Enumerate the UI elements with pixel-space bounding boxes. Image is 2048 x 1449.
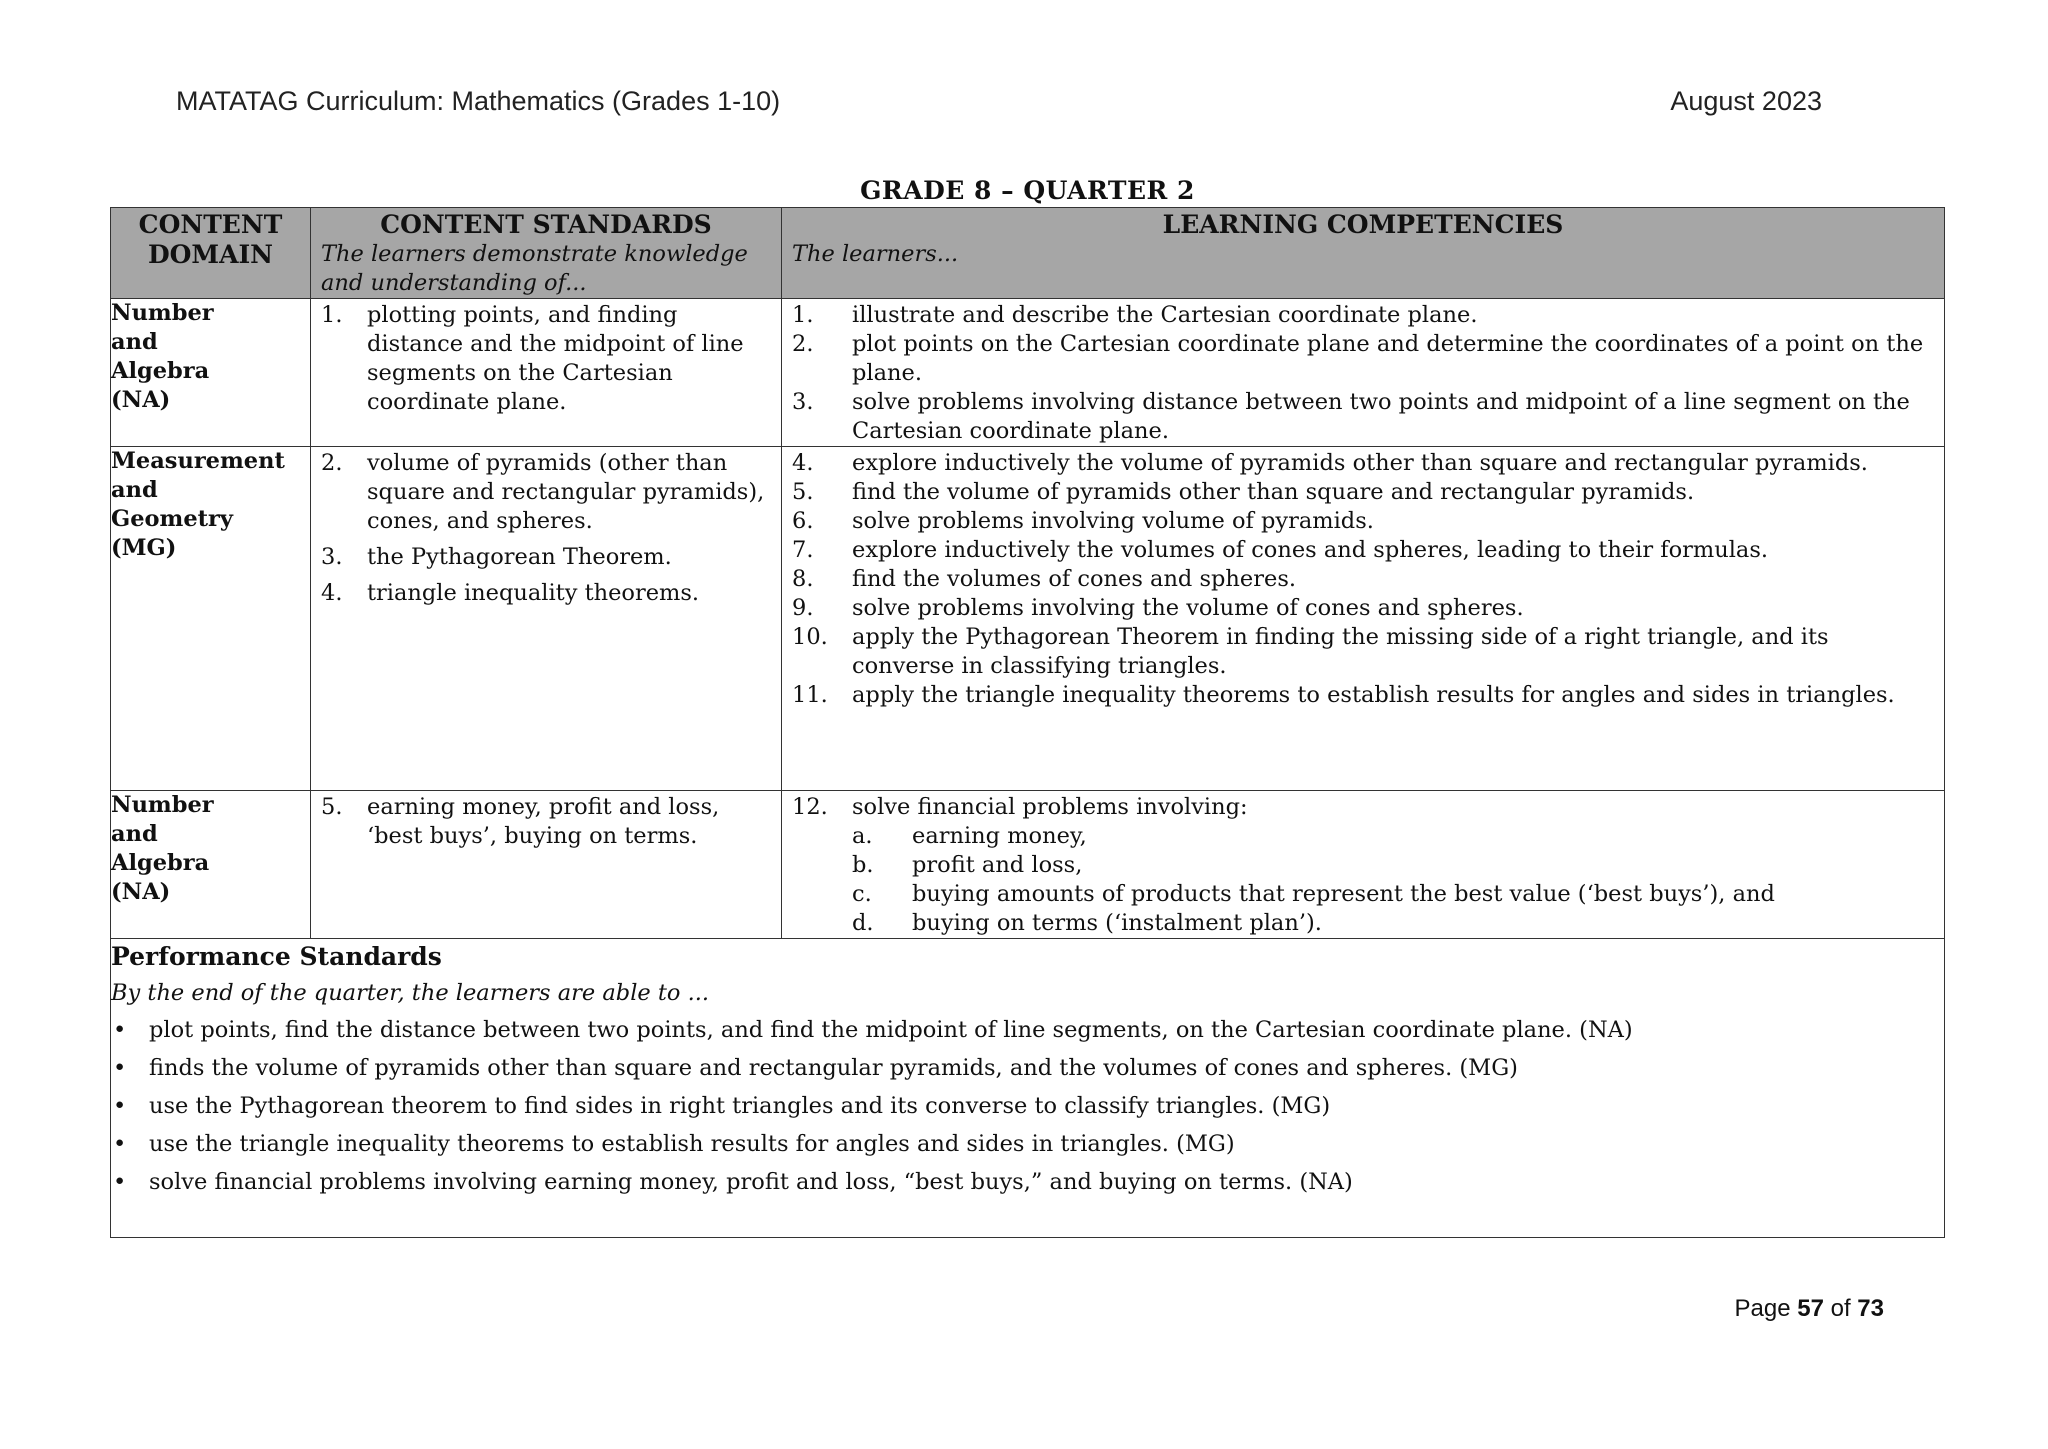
item-text: explore inductively the volume of pyramids other than square and rectangular pyramids.: [852, 450, 1868, 476]
item-text: illustrate and describe the Cartesian coordinate plane.: [852, 302, 1478, 328]
sub-list-item: [852, 909, 1934, 938]
learning-competencies-cell: [782, 791, 1945, 939]
list-item: [321, 579, 771, 608]
sub-list: [852, 822, 1934, 938]
item-text: apply the Pythagorean Theorem in finding the missing side of a right triangle, and its converse in classifying triangles.: [852, 624, 1829, 679]
item-text: solve problems involving volume of pyramids.: [852, 508, 1374, 534]
item-number: 7.: [792, 537, 814, 563]
list-item: [111, 1011, 1944, 1049]
item-text: find the volumes of cones and spheres.: [852, 566, 1297, 592]
sub-item-letter: c.: [852, 881, 872, 907]
list-item: [792, 536, 1934, 565]
sub-item-text: buying on terms (‘instalment plan’).: [912, 910, 1322, 936]
header-competencies-subtitle: The learners...: [792, 241, 959, 267]
performance-standards-list: [111, 1011, 1944, 1201]
item-number: 12.: [792, 794, 828, 820]
header-standards-title: CONTENT STANDARDS: [380, 210, 712, 239]
item-number: 3.: [321, 544, 343, 570]
bullet-icon: •: [113, 1055, 127, 1081]
item-text: volume of pyramids (other than square and rectangular pyramids), cones, and spheres.: [367, 450, 765, 534]
domain-line: Measurement: [111, 448, 285, 474]
table-header-row: [111, 208, 1945, 299]
item-text: solve financial problems involving earning money, profit and loss, “best buys,” and buying on terms. (NA): [149, 1169, 1353, 1195]
sub-item-text: profit and loss,: [912, 852, 1083, 878]
item-number: 1.: [792, 302, 814, 328]
page-current: 57: [1797, 1295, 1824, 1322]
item-number: 2.: [321, 450, 343, 476]
sub-item-letter: b.: [852, 852, 874, 878]
list-item: [792, 681, 1934, 710]
header-learning-competencies: [782, 208, 1945, 299]
sub-item-text: earning money,: [912, 823, 1087, 849]
list-item: [111, 1049, 1944, 1087]
item-text: solve problems involving distance between two points and midpoint of a line segment on the Cartesian coordinate plane.: [852, 389, 1910, 444]
item-number: 11.: [792, 682, 828, 708]
domain-line: (MG): [111, 535, 177, 561]
content-domain-cell: [111, 299, 311, 447]
performance-standards-row: [111, 939, 1945, 1238]
domain-line: Algebra: [111, 850, 210, 876]
item-text: the Pythagorean Theorem.: [367, 544, 672, 570]
list-item: [792, 330, 1934, 388]
domain-line: and: [111, 821, 158, 847]
list-item: [111, 1087, 1944, 1125]
list-item: [111, 1125, 1944, 1163]
header-content-standards: [311, 208, 782, 299]
grade-quarter-title: GRADE 8 – QUARTER 2: [860, 176, 1195, 205]
domain-line: (NA): [111, 879, 171, 905]
item-text: earning money, profit and loss, ‘best buys’, buying on terms.: [367, 794, 720, 849]
header-domain-line2: DOMAIN: [147, 240, 274, 269]
header-domain-line1: CONTENT: [138, 210, 283, 239]
table-row: [111, 791, 1945, 939]
content-standards-cell: [311, 791, 782, 939]
sub-item-letter: a.: [852, 823, 873, 849]
learning-competencies-cell: [782, 299, 1945, 447]
domain-line: and: [111, 329, 158, 355]
item-text: find the volume of pyramids other than square and rectangular pyramids.: [852, 479, 1695, 505]
curriculum-table: [110, 207, 1945, 1238]
header-content-domain: [111, 208, 311, 299]
list-item: [792, 478, 1934, 507]
sub-list-item: [852, 822, 1934, 851]
domain-line: Algebra: [111, 358, 210, 384]
item-text: use the Pythagorean theorem to find sides in right triangles and its converse to classify triangles. (MG): [149, 1093, 1331, 1119]
item-text: plot points, find the distance between two points, and find the midpoint of line segments, on the Cartesian coordinate plane. (NA): [149, 1017, 1633, 1043]
header-date: August 2023: [1670, 86, 1822, 116]
domain-line: Number: [111, 300, 214, 326]
list-item: [792, 623, 1934, 681]
content-domain-cell: [111, 791, 311, 939]
list-item: [792, 565, 1934, 594]
sub-list-item: [852, 880, 1934, 909]
item-text: plot points on the Cartesian coordinate plane and determine the coordinates of a point on the plane.: [852, 331, 1924, 386]
content-standards-cell: [311, 447, 782, 791]
content-domain-cell: [111, 447, 311, 791]
performance-standards-subtitle: By the end of the quarter, the learners are able to ...: [111, 980, 710, 1006]
learning-competencies-cell: [782, 447, 1945, 791]
item-text: solve problems involving the volume of cones and spheres.: [852, 595, 1524, 621]
page-of: of: [1830, 1295, 1851, 1322]
page-word: Page: [1734, 1295, 1791, 1322]
item-text: solve financial problems involving:: [852, 794, 1248, 820]
sub-item-letter: d.: [852, 910, 874, 936]
item-number: 4.: [792, 450, 814, 476]
domain-line: Number: [111, 792, 214, 818]
item-text: explore inductively the volumes of cones and spheres, leading to their formulas.: [852, 537, 1769, 563]
bullet-icon: •: [113, 1093, 127, 1119]
list-item: [792, 793, 1934, 938]
bullet-icon: •: [113, 1131, 127, 1157]
performance-standards-title: Performance Standards: [111, 942, 442, 971]
sub-item-text: buying amounts of products that represent the best value (‘best buys’), and: [912, 881, 1775, 907]
table-row: [111, 447, 1945, 791]
domain-line: Geometry: [111, 506, 233, 532]
domain-line: (NA): [111, 387, 171, 413]
item-text: apply the triangle inequality theorems to establish results for angles and sides in triangles.: [852, 682, 1895, 708]
bullet-icon: •: [113, 1017, 127, 1043]
list-item: [321, 301, 771, 417]
item-number: 5.: [792, 479, 814, 505]
performance-standards-cell: [111, 939, 1945, 1238]
list-item: [111, 1163, 1944, 1201]
item-text: plotting points, and finding distance and the midpoint of line segments on the Cartesian coordinate plane.: [367, 302, 744, 415]
list-item: [792, 388, 1934, 446]
item-text: triangle inequality theorems.: [367, 580, 700, 606]
item-text: use the triangle inequality theorems to establish results for angles and sides in triangles. (MG): [149, 1131, 1235, 1157]
item-number: 3.: [792, 389, 814, 415]
item-number: 4.: [321, 580, 343, 606]
header-title: MATATAG Curriculum: Mathematics (Grades 1-10): [176, 86, 781, 116]
item-text: finds the volume of pyramids other than square and rectangular pyramids, and the volumes of cones and spheres. (MG): [149, 1055, 1518, 1081]
bullet-icon: •: [113, 1169, 127, 1195]
page-number: [1735, 1295, 1885, 1323]
header-competencies-title: LEARNING COMPETENCIES: [1162, 210, 1564, 239]
item-number: 6.: [792, 508, 814, 534]
list-item: [321, 449, 771, 536]
item-number: 10.: [792, 624, 828, 650]
page-total: 73: [1857, 1295, 1884, 1322]
item-number: 9.: [792, 595, 814, 621]
table-row: [111, 299, 1945, 447]
sub-list-item: [852, 851, 1934, 880]
content-standards-cell: [311, 299, 782, 447]
list-item: [792, 594, 1934, 623]
item-number: 8.: [792, 566, 814, 592]
list-item: [321, 793, 771, 851]
domain-line: and: [111, 477, 158, 503]
item-number: 1.: [321, 302, 343, 328]
list-item: [792, 507, 1934, 536]
header-standards-subtitle: The learners demonstrate knowledge and understanding of...: [321, 241, 748, 296]
list-item: [321, 543, 771, 572]
list-item: [792, 301, 1934, 330]
document-header: [176, 86, 1822, 126]
item-number: 2.: [792, 331, 814, 357]
list-item: [792, 449, 1934, 478]
item-number: 5.: [321, 794, 343, 820]
